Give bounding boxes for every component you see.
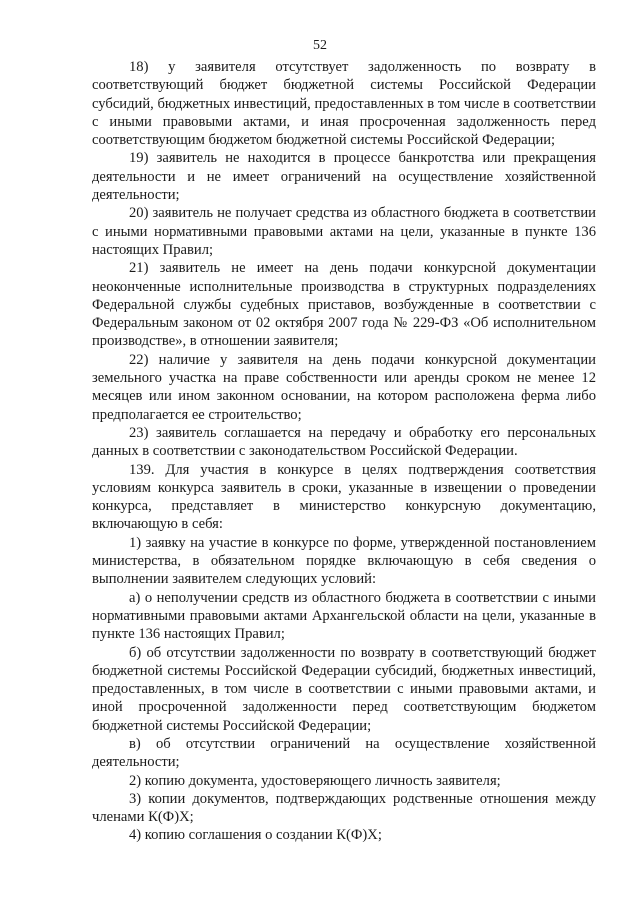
- document-body: [92, 58, 596, 845]
- paragraph-item-22: 22) наличие у заявителя на день подачи конкурсной документации земельного участка на праве собственности или аренды сроком не менее 12 месяцев или ином законном основании, на котором расположена ферма либо предполагается ее строительство;: [92, 351, 596, 423]
- paragraph-item-19: 19) заявитель не находится в процессе банкротства или прекращения деятельности и не имеет ограничений на осуществление хозяйственной деятельности;: [92, 150, 596, 204]
- paragraph-subitem-3: 3) копии документов, подтверждающих родственные отношения между членами К(Ф)Х;: [92, 790, 596, 826]
- paragraph-subitem-v: в) об отсутствии ограничений на осуществление хозяйственной деятельности;: [92, 735, 596, 771]
- paragraph-clause-139: 139. Для участия в конкурсе в целях подтверждения соответствия условиям конкурса заявитель в сроки, указанные в извещении о проведении конкурса, представляет в министерство конкурсную документацию, включающую в себя:: [92, 461, 596, 533]
- paragraph-subitem-1: 1) заявку на участие в конкурсе по форме, утвержденной постановлением министерства, в обязательном порядке включающую в себя сведения о выполнении заявителем следующих условий:: [92, 534, 596, 588]
- paragraph-subitem-4: 4) копию соглашения о создании К(Ф)Х;: [129, 827, 382, 844]
- paragraph-subitem-a: а) о неполучении средств из областного бюджета в соответствии с иными нормативными правовыми актами Архангельской области на цели, указанные в пункте 136 настоящих Правил;: [92, 589, 596, 643]
- paragraph-subitem-b: б) об отсутствии задолженности по возврату в соответствующий бюджет бюджетной системы Российской Федерации субсидий, бюджетных инвестиций, предоставленных, в том числе в соответствии с иными правовыми актами, и иной просроченной задолженности перед соответствующим бюджетом бюджетной системы Российской Федерации;: [92, 644, 596, 734]
- paragraph-item-20: 20) заявитель не получает средства из областного бюджета в соответствии с иными нормативными правовыми актами на цели, указанные в пункте 136 настоящих Правил;: [92, 205, 596, 258]
- paragraph-subitem-2: 2) копию документа, удостоверяющего личность заявителя;: [129, 772, 501, 789]
- page-number: 52: [313, 38, 327, 53]
- paragraph-item-21: 21) заявитель не имеет на день подачи конкурсной документации неоконченные исполнительные производства в структурных подразделениях Федеральной службы судебных приставов, возбужденные в соответствии с Федеральным законом от 02 октября 2007 года № 229-ФЗ «Об исполнительном производстве», в отношении заявителя;: [92, 260, 596, 350]
- paragraph-item-23: 23) заявитель соглашается на передачу и обработку его персональных данных в соответствии с законодательством Российской Федерации.: [92, 424, 596, 460]
- paragraph-item-18: 18) у заявителя отсутствует задолженность по возврату в соответствующий бюджет бюджетной системы Российской Федерации субсидий, бюджетных инвестиций, предоставленных в том числе в соответствии с иными правовыми актами, и иная просроченная задолженность перед соответствующим бюджетом бюджетной системы Российской Федерации;: [92, 59, 596, 149]
